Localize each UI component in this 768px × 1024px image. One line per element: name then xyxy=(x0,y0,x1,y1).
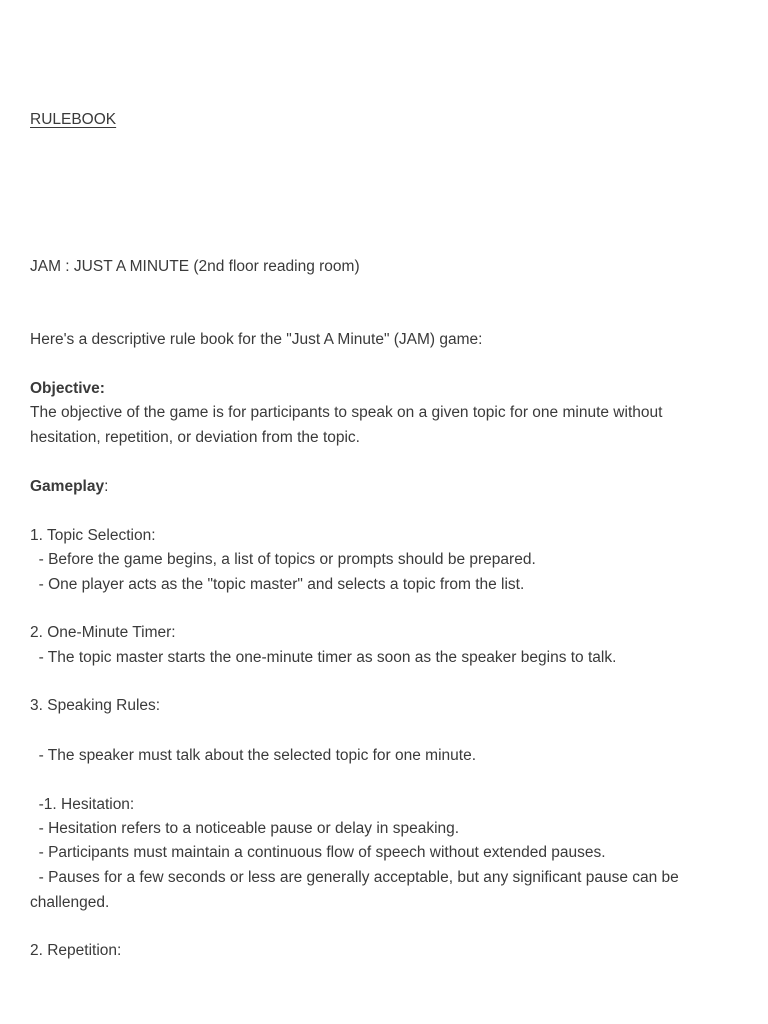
topic-selection-item: - One player acts as the "topic master" and selects a topic from the list. xyxy=(30,576,525,593)
speaking-rules-heading: 3. Speaking Rules: xyxy=(30,697,161,714)
hesitation-item: - Pauses for a few seconds or less are generally acceptable, but any significant pause can be challenged. xyxy=(30,869,684,911)
gameplay-colon: : xyxy=(104,478,109,495)
speaking-rules-intro: - The speaker must talk about the selected topic for one minute. xyxy=(30,747,477,764)
timer-item: - The topic master starts the one-minute timer as soon as the speaker begins to talk. xyxy=(30,649,617,666)
timer-heading: 2. One-Minute Timer: xyxy=(30,624,176,641)
hesitation-item: - Participants must maintain a continuous flow of speech without extended pauses. xyxy=(30,844,606,861)
topic-selection-heading: 1. Topic Selection: xyxy=(30,527,156,544)
gameplay-heading-line xyxy=(30,477,108,497)
hesitation-heading: -1. Hesitation: xyxy=(30,796,135,813)
document-title: RULEBOOK xyxy=(30,111,117,128)
objective-text: The objective of the game is for participants to speak on a given topic for one minute without hesitation, repetition, or deviation from the topic. xyxy=(30,404,663,446)
event-heading: JAM : JUST A MINUTE (2nd floor reading room) xyxy=(30,258,360,275)
gameplay-heading: Gameplay xyxy=(30,478,105,495)
hesitation-item: - Hesitation refers to a noticeable pause or delay in speaking. xyxy=(30,820,460,837)
repetition-heading: 2. Repetition: xyxy=(30,942,122,959)
intro-text: Here's a descriptive rule book for the "Just A Minute" (JAM) game: xyxy=(30,331,483,348)
objective-heading: Objective: xyxy=(30,380,105,397)
topic-selection-item: - Before the game begins, a list of topics or prompts should be prepared. xyxy=(30,551,536,568)
